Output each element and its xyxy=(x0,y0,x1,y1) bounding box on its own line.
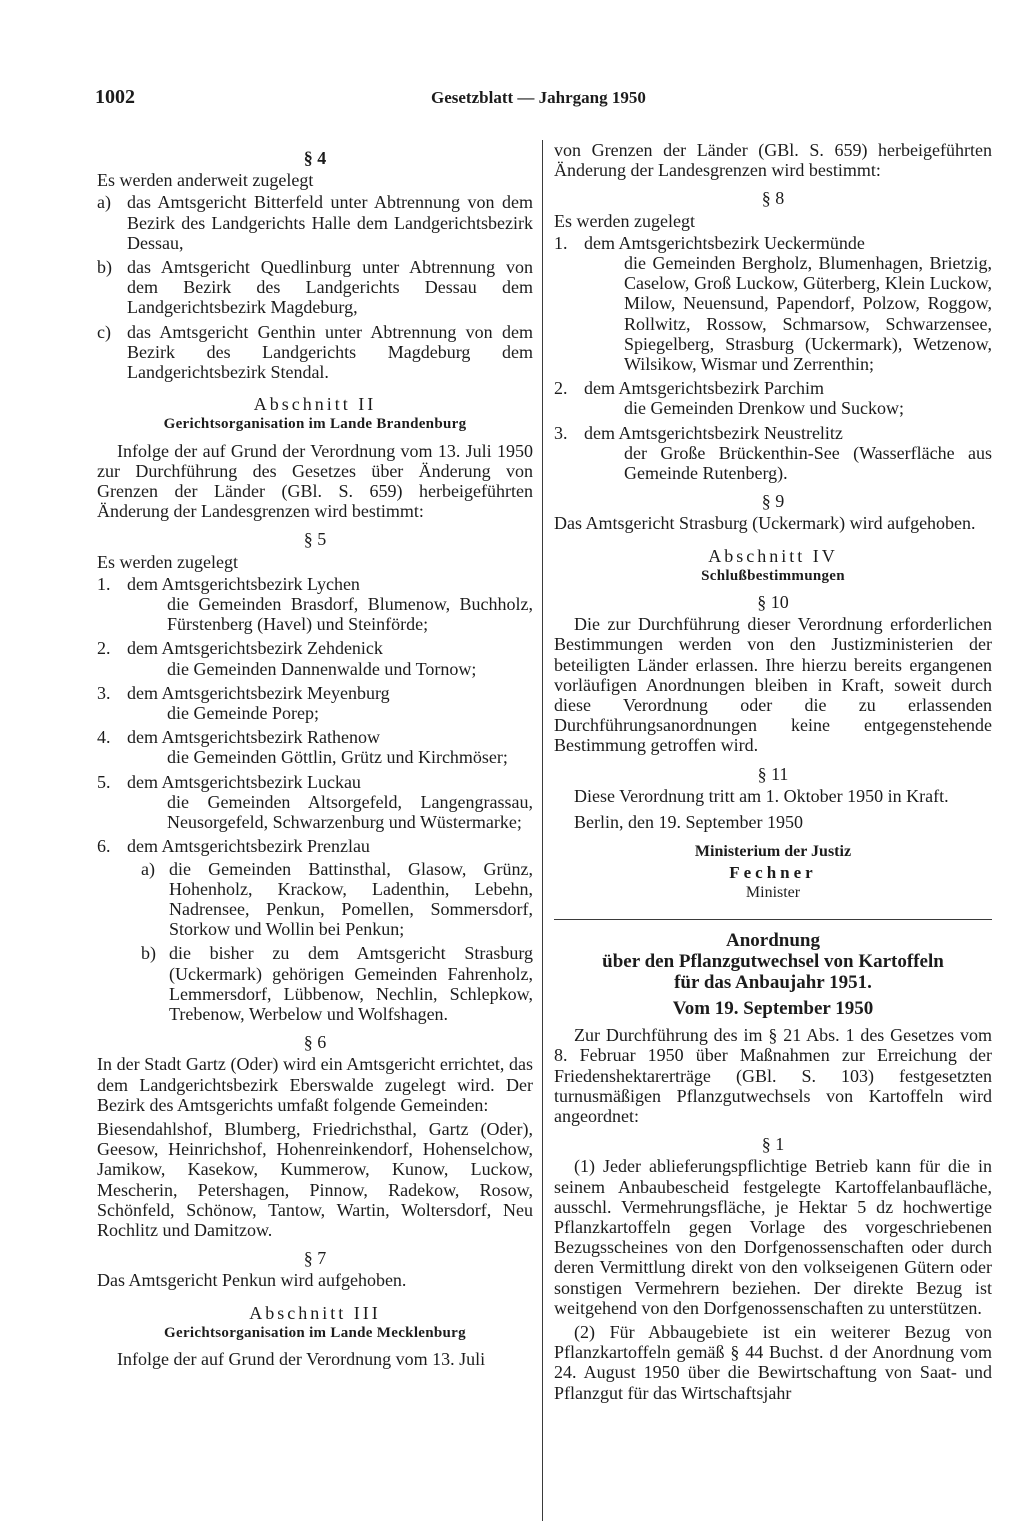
list-item xyxy=(554,423,992,484)
list-marker: 1. xyxy=(97,573,111,594)
list-item-head: dem Amtsgerichtsbezirk Zehdenick xyxy=(127,638,383,659)
list-item-head: dem Amtsgerichtsbezirk Lychen xyxy=(127,573,360,594)
abschnitt-3-title: Abschnitt III xyxy=(249,1302,381,1323)
right-column xyxy=(554,140,992,1521)
section-7-text: Das Amtsgericht Penkun wird aufgehoben. xyxy=(97,1270,407,1291)
section-divider xyxy=(554,919,992,920)
list-item-head: dem Amtsgerichtsbezirk Rathenow xyxy=(127,727,380,748)
list-marker: 3. xyxy=(554,422,568,443)
list-item-head: dem Amtsgerichtsbezirk Meyenburg xyxy=(127,682,390,703)
list-marker: 1. xyxy=(554,232,568,253)
column-divider xyxy=(542,140,543,1521)
list-item-head: dem Amtsgerichtsbezirk Neustrelitz xyxy=(584,422,843,443)
signature-name: Fechner xyxy=(729,862,817,882)
list-item-head: dem Amtsgerichtsbezirk Prenzlau xyxy=(127,836,370,857)
list-item xyxy=(97,836,533,1024)
left-column xyxy=(97,140,533,1521)
page-header xyxy=(95,86,995,114)
list-item xyxy=(97,257,533,318)
section-5-heading: § 5 xyxy=(303,529,327,550)
list-item-text: die bisher zu dem Amtsgericht Strasburg (Uckermark) gehörigen Gemeinden Fahrenholz, Lemmersdorf, Lübbenow, Nechlin, Schlepkow, Trebenow, Werbelow und Wolfshagen. xyxy=(169,943,533,1024)
abschnitt-2-title: Abschnitt II xyxy=(253,394,377,415)
list-item-text: die Gemeinde Porep; xyxy=(167,703,319,724)
list-item-text: das Amtsgericht Bitterfeld unter Abtrennung von dem Bezirk des Landgerichts Halle dem Landgerichtsbezirk Dessau, xyxy=(127,192,533,253)
anordnung-title: Anordnung xyxy=(726,929,820,951)
list-item-text: die Gemeinden Altsorgefeld, Langengrassau, Neusorgefeld, Schwarzenburg und Wüstermarke; xyxy=(167,791,533,833)
sub-list xyxy=(141,859,533,1025)
sub-list-item xyxy=(141,943,533,1024)
list-marker: 5. xyxy=(97,771,111,792)
list-marker: 4. xyxy=(97,727,111,748)
list-marker: b) xyxy=(141,943,156,964)
section-8-heading: § 8 xyxy=(761,188,785,209)
section-8-list xyxy=(554,233,992,483)
list-item xyxy=(97,574,533,635)
abschnitt-3-intro: Infolge der auf Grund der Verordnung vom 13. Juli xyxy=(117,1348,486,1369)
list-marker: 2. xyxy=(97,638,111,659)
page-number: 1002 xyxy=(95,86,135,108)
list-item xyxy=(97,638,533,678)
list-marker: 2. xyxy=(554,378,568,399)
list-item-text: die Gemeinden Bergholz, Blumenhagen, Brietzig, Caselow, Groß Luckow, Güterberg, Klein Luckow, Milow, Neuensund, Papendorf, Polzow, Roggow, Rollwitz, Rossow, Schmarsow, Schwarzensee, Spiegelberg, Strasburg (Uckermark), Wetzenow, Wilsikow, Wismar und Zerrenthin; xyxy=(624,253,992,375)
section-4-intro: Es werden anderweit zugelegt xyxy=(97,170,314,191)
anordnung-subtitle-2: für das Anbaujahr 1951. xyxy=(674,971,872,993)
place-date: Berlin, den 19. September 1950 xyxy=(574,812,803,833)
section-6-list: Biesendahlshof, Blumberg, Friedrichsthal, Gartz (Oder), Geesow, Heinrichshof, Hohenreinkendorf, Hohenselchow, Jamikow, Kasekow, Kummerow, Kunow, Luckow, Mescherin, Petershagen, Pinnow, Radekow, Rosow, Schönfeld, Schönow, Tantow, Wartin, Woltersdorf, Neu Rochlitz und Damitzow. xyxy=(97,1118,533,1240)
signature-title: Minister xyxy=(745,883,801,901)
anordnung-section-1-para-2: (2) Für Abbaugebiete ist ein weiterer Bezug von Pflanzkartoffeln gemäß § 44 Buchst. d der Anordnung vom 24. August 1950 über die Bewirtschaftung von Saat- und Pflanzgut für das Wirtschaftsjahr xyxy=(554,1321,992,1403)
list-item-text: der Große Brückenthin-See (Wasserfläche aus Gemeinde Rutenberg). xyxy=(624,442,992,484)
anordnung-section-1-para-1: (1) Jeder ablieferungspflichtige Betrieb kann für die in seinem Anbaubescheid festgelegte Kartoffelanbaufläche, ausschl. Vermehrungsfläche, je Hektar 5 dz hochwertige Pflanzkartoffeln gegen Vorlage des vorgeschriebenen Bezugsscheines von den Dorfgenossenschaften oder durch deren Vermittlung direkt von den volkseigenen Gütern oder sonstigen Vermehrern beziehen. Der direkte Bezug ist weitgehend von den Dorfgenossenschaften zu unterstützen. xyxy=(554,1156,992,1318)
section-5-list xyxy=(97,574,533,1024)
section-6-text: In der Stadt Gartz (Oder) wird ein Amtsgericht errichtet, das dem Landgerichtsbezirk Eberswalde zugelegt wird. Der Bezirk des Amtsgerichts umfaßt folgende Gemeinden: xyxy=(97,1054,533,1115)
section-9-heading: § 9 xyxy=(761,491,785,512)
section-4-heading: § 4 xyxy=(303,148,327,168)
anordnung-subtitle-1: über den Pflanzgutwechsel von Kartoffeln xyxy=(602,950,944,972)
abschnitt-2-subtitle: Gerichtsorganisation im Lande Brandenburg xyxy=(163,416,467,433)
list-marker: b) xyxy=(97,257,112,278)
section-11-heading: § 11 xyxy=(757,763,789,784)
section-7-heading: § 7 xyxy=(303,1248,327,1269)
abschnitt-4-title: Abschnitt IV xyxy=(708,545,838,566)
sub-list-item xyxy=(141,859,533,940)
list-item-head: dem Amtsgerichtsbezirk Luckau xyxy=(127,771,361,792)
abschnitt-3-subtitle: Gerichtsorganisation im Lande Mecklenburg xyxy=(164,1324,466,1341)
section-4-list xyxy=(97,192,533,382)
list-item-head: dem Amtsgerichtsbezirk Ueckermünde xyxy=(584,232,865,253)
list-item xyxy=(554,233,992,374)
signature-organization: Ministerium der Justiz xyxy=(694,843,852,861)
abschnitt-2-intro: Infolge der auf Grund der Verordnung vom 13. Juli 1950 zur Durchführung des Gesetzes über Änderung von Grenzen der Länder (GBl. S. 659) herbeigeführten Änderung der Landesgrenzen wird bestimmt: xyxy=(97,440,533,522)
list-item xyxy=(97,727,533,767)
section-10-text: Die zur Durchführung dieser Verordnung erforderlichen Bestimmungen werden von den Justizministerien der beteiligten Länder erlassen. Ihre hierzu bereits ergangenen vorläufigen Anordnungen bleiben in Kraft, soweit durch diese Verordnung oder die zu erlassenden Durchführungsanordnungen keine entgegenstehende Bestimmung getroffen wird. xyxy=(554,614,992,756)
list-item xyxy=(554,378,992,418)
running-title: Gesetzblatt — Jahrgang 1950 xyxy=(431,88,646,107)
continued-text: von Grenzen der Länder (GBl. S. 659) herbeigeführten Änderung der Landesgrenzen wird bestimmt: xyxy=(554,140,992,181)
section-6-heading: § 6 xyxy=(303,1032,327,1053)
section-8-intro: Es werden zugelegt xyxy=(554,210,695,231)
anordnung-date: Vom 19. September 1950 xyxy=(672,997,874,1019)
list-item-text: die Gemeinden Drenkow und Suckow; xyxy=(624,398,904,419)
list-item-text: die Gemeinden Brasdorf, Blumenow, Buchholz, Fürstenberg (Havel) und Steinförde; xyxy=(167,594,533,635)
list-item-text: die Gemeinden Dannenwalde und Tornow; xyxy=(167,658,477,679)
list-item-text: das Amtsgericht Genthin unter Abtrennung von dem Bezirk des Landgerichts Magdeburg dem Landgerichtsbezirk Stendal. xyxy=(127,321,533,383)
list-item-text: die Gemeinden Battinsthal, Glasow, Grünz, Hohenholz, Krackow, Ladenthin, Lebehn, Nadrensee, Penkun, Pomellen, Sommersdorf, Storkow und Wollin bei Penkun; xyxy=(169,858,533,940)
section-11-text: Diese Verordnung tritt am 1. Oktober 1950 in Kraft. xyxy=(574,785,949,806)
section-9-text: Das Amtsgericht Strasburg (Uckermark) wird aufgehoben. xyxy=(554,513,976,534)
list-marker: c) xyxy=(97,321,111,342)
list-item-text: das Amtsgericht Quedlinburg unter Abtrennung von dem Bezirk des Landgerichts Dessau dem Landgerichtsbezirk Magdeburg, xyxy=(127,257,533,318)
list-item-text: die Gemeinden Göttlin, Grütz und Kirchmöser; xyxy=(167,747,508,768)
list-item xyxy=(97,772,533,833)
list-item xyxy=(97,683,533,723)
list-marker: a) xyxy=(141,858,155,879)
list-marker: a) xyxy=(97,192,111,213)
anordnung-section-1-heading: § 1 xyxy=(761,1134,785,1155)
section-10-heading: § 10 xyxy=(757,592,789,613)
anordnung-intro: Zur Durchführung des im § 21 Abs. 1 des Gesetzes vom 8. Februar 1950 über Maßnahmen zur Erreichung der Friedenshektarerträge (GBl. S. 103) festgesetzten turnusmäßigen Pflanzgutwechsels von Kartoffeln wird angeordnet: xyxy=(554,1025,992,1126)
list-marker: 3. xyxy=(97,682,111,703)
list-item xyxy=(97,322,533,383)
section-5-intro: Es werden zugelegt xyxy=(97,551,238,572)
abschnitt-4-subtitle: Schlußbestimmungen xyxy=(701,567,845,584)
list-item-head: dem Amtsgerichtsbezirk Parchim xyxy=(584,378,824,399)
list-marker: 6. xyxy=(97,836,111,857)
list-item xyxy=(97,192,533,253)
